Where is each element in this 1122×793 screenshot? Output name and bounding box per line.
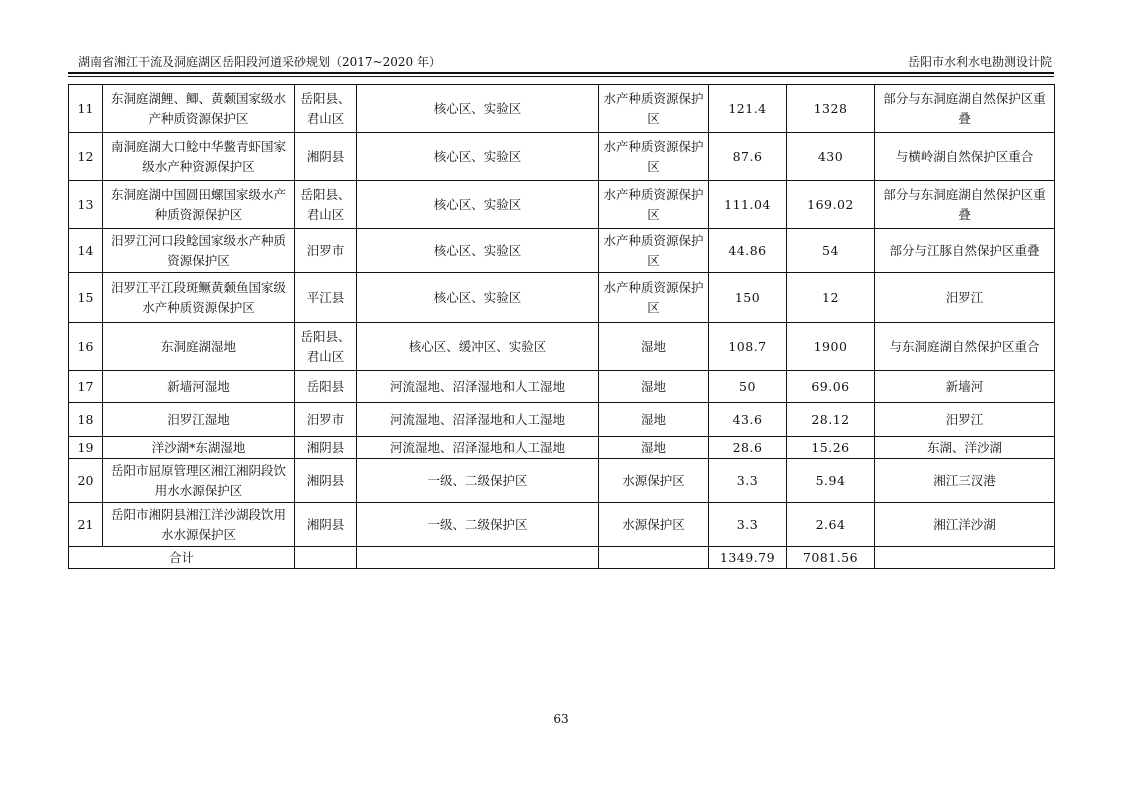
cell-row-number: 13: [69, 181, 103, 229]
cell-row-number: 17: [69, 371, 103, 403]
cell-area-name: 新墙河湿地: [103, 371, 295, 403]
cell-zone-scope: 河流湿地、沼泽湿地和人工湿地: [357, 437, 599, 459]
cell-total-area-value: 1328: [787, 85, 875, 133]
header-rule-thin: [68, 76, 1054, 77]
table-total-row: [69, 547, 1055, 569]
cell-area-name: 岳阳市屈原管理区湘江湘阴段饮用水水源保护区: [103, 459, 295, 503]
cell-area-type: 湿地: [599, 371, 709, 403]
cell-zone-scope: 一级、二级保护区: [357, 459, 599, 503]
cell-location: 汨罗市: [295, 229, 357, 273]
cell-remark: 部分与东洞庭湖自然保护区重叠: [875, 85, 1055, 133]
cell-total-area-value: 28.12: [787, 403, 875, 437]
header-organization: 岳阳市水利水电勘测设计院: [907, 55, 1052, 69]
cell-area-value: 3.3: [709, 503, 787, 547]
cell-total-area-value: 1900: [787, 323, 875, 371]
cell-area-value: 3.3: [709, 459, 787, 503]
cell-area-value: 121.4: [709, 85, 787, 133]
cell-total-area-value: 2.64: [787, 503, 875, 547]
cell-zone-scope: 核心区、缓冲区、实验区: [357, 323, 599, 371]
cell-location: 平江县: [295, 273, 357, 323]
cell-row-number: 11: [69, 85, 103, 133]
cell-row-number: 15: [69, 273, 103, 323]
cell-remark: 东湖、洋沙湖: [875, 437, 1055, 459]
cell-zone-scope: 一级、二级保护区: [357, 503, 599, 547]
table-row: [69, 459, 1055, 503]
cell-area-value: 150: [709, 273, 787, 323]
total-empty-type: [599, 547, 709, 569]
cell-area-type: 水源保护区: [599, 503, 709, 547]
cell-location: 湘阴县: [295, 133, 357, 181]
cell-area-type: 湿地: [599, 437, 709, 459]
cell-area-type: 水源保护区: [599, 459, 709, 503]
cell-row-number: 20: [69, 459, 103, 503]
cell-area-value: 111.04: [709, 181, 787, 229]
cell-area-type: 水产种质资源保护区: [599, 229, 709, 273]
page-number: 63: [553, 712, 569, 726]
cell-area-value: 43.6: [709, 403, 787, 437]
cell-location: 湘阴县: [295, 437, 357, 459]
cell-area-type: 水产种质资源保护区: [599, 181, 709, 229]
cell-total-area-value: 169.02: [787, 181, 875, 229]
cell-total-area-value: 15.26: [787, 437, 875, 459]
header-document-title: 湖南省湘江干流及洞庭湖区岳阳段河道采砂规划（2017~2020 年）: [78, 55, 441, 69]
cell-zone-scope: 河流湿地、沼泽湿地和人工湿地: [357, 403, 599, 437]
cell-zone-scope: 核心区、实验区: [357, 181, 599, 229]
cell-area-name: 东洞庭湖鲤、鲫、黄颡国家级水产种质资源保护区: [103, 85, 295, 133]
cell-remark: 汨罗江: [875, 273, 1055, 323]
cell-location: 湘阴县: [295, 459, 357, 503]
total-area-value: 1349.79: [709, 547, 787, 569]
cell-location: 岳阳县: [295, 371, 357, 403]
cell-remark: 部分与东洞庭湖自然保护区重叠: [875, 181, 1055, 229]
table-row: [69, 229, 1055, 273]
cell-zone-scope: 核心区、实验区: [357, 273, 599, 323]
cell-total-area-value: 69.06: [787, 371, 875, 403]
cell-row-number: 19: [69, 437, 103, 459]
cell-area-value: 108.7: [709, 323, 787, 371]
cell-area-value: 50: [709, 371, 787, 403]
table-row: [69, 181, 1055, 229]
cell-area-name: 汨罗江湿地: [103, 403, 295, 437]
cell-remark: 新墙河: [875, 371, 1055, 403]
cell-area-name: 东洞庭湖湿地: [103, 323, 295, 371]
page-header: [68, 52, 1054, 72]
cell-remark: 汨罗江: [875, 403, 1055, 437]
cell-total-area-value: 12: [787, 273, 875, 323]
cell-row-number: 18: [69, 403, 103, 437]
cell-zone-scope: 核心区、实验区: [357, 85, 599, 133]
cell-remark: 湘江洋沙湖: [875, 503, 1055, 547]
cell-total-area-value: 430: [787, 133, 875, 181]
cell-row-number: 21: [69, 503, 103, 547]
cell-row-number: 16: [69, 323, 103, 371]
cell-area-value: 44.86: [709, 229, 787, 273]
protected-areas-table: [68, 84, 1055, 569]
cell-area-value: 87.6: [709, 133, 787, 181]
total-sum-value: 7081.56: [787, 547, 875, 569]
cell-area-name: 洋沙湖*东湖湿地: [103, 437, 295, 459]
cell-zone-scope: 核心区、实验区: [357, 133, 599, 181]
cell-location: 湘阴县: [295, 503, 357, 547]
cell-row-number: 14: [69, 229, 103, 273]
cell-location: 岳阳县、君山区: [295, 323, 357, 371]
cell-zone-scope: 河流湿地、沼泽湿地和人工湿地: [357, 371, 599, 403]
table-row: [69, 273, 1055, 323]
cell-remark: 部分与江豚自然保护区重叠: [875, 229, 1055, 273]
cell-location: 汨罗市: [295, 403, 357, 437]
cell-remark: 与东洞庭湖自然保护区重合: [875, 323, 1055, 371]
total-label: 合计: [69, 547, 295, 569]
cell-location: 岳阳县、君山区: [295, 85, 357, 133]
cell-remark: 与横岭湖自然保护区重合: [875, 133, 1055, 181]
cell-area-name: 汨罗江河口段鲶国家级水产种质资源保护区: [103, 229, 295, 273]
cell-area-value: 28.6: [709, 437, 787, 459]
cell-area-name: 汨罗江平江段斑鳜黄颡鱼国家级水产种质资源保护区: [103, 273, 295, 323]
table-row: [69, 371, 1055, 403]
cell-total-area-value: 5.94: [787, 459, 875, 503]
cell-location: 岳阳县、君山区: [295, 181, 357, 229]
cell-area-type: 湿地: [599, 403, 709, 437]
cell-area-type: 湿地: [599, 323, 709, 371]
cell-area-name: 东洞庭湖中国圆田螺国家级水产种质资源保护区: [103, 181, 295, 229]
total-empty-remark: [875, 547, 1055, 569]
table-row: [69, 133, 1055, 181]
cell-area-type: 水产种质资源保护区: [599, 133, 709, 181]
table-row: [69, 403, 1055, 437]
total-empty-zone: [357, 547, 599, 569]
cell-remark: 湘江三汊港: [875, 459, 1055, 503]
cell-row-number: 12: [69, 133, 103, 181]
table-row: [69, 85, 1055, 133]
table-row: [69, 437, 1055, 459]
cell-area-name: 南洞庭湖大口鲶中华鳖青虾国家级水产种资源保护区: [103, 133, 295, 181]
cell-zone-scope: 核心区、实验区: [357, 229, 599, 273]
table-row: [69, 323, 1055, 371]
table-row: [69, 503, 1055, 547]
cell-area-type: 水产种质资源保护区: [599, 85, 709, 133]
cell-total-area-value: 54: [787, 229, 875, 273]
cell-area-name: 岳阳市湘阴县湘江洋沙湖段饮用水水源保护区: [103, 503, 295, 547]
cell-area-type: 水产种质资源保护区: [599, 273, 709, 323]
header-rule: [68, 72, 1054, 74]
total-empty-location: [295, 547, 357, 569]
